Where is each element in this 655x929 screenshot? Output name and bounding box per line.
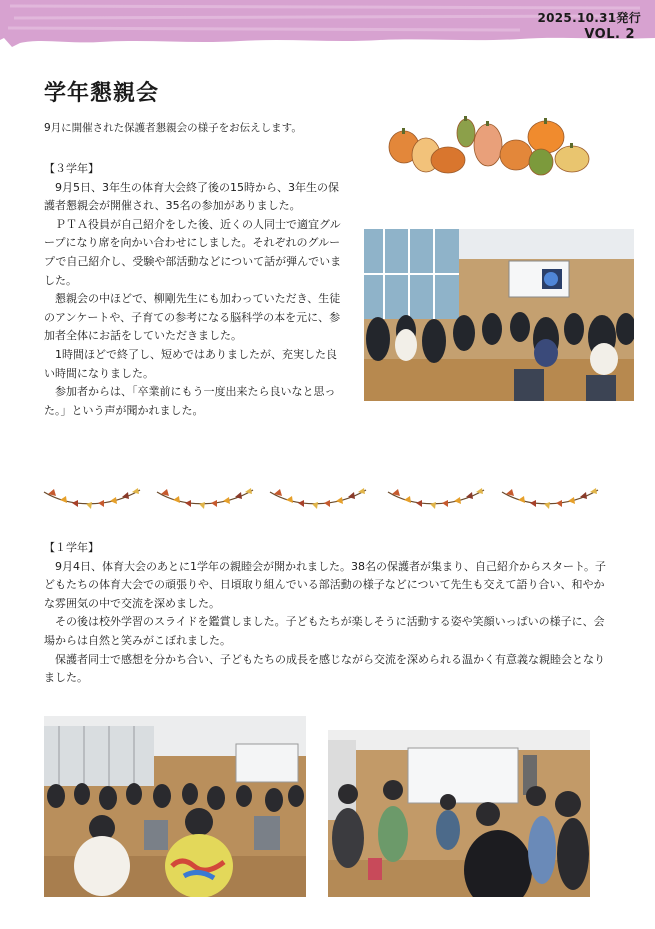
grade3-heading: 【３学年】 <box>44 162 99 175</box>
pumpkins-illustration <box>386 115 596 181</box>
grade1-section <box>44 539 614 688</box>
grade3-paragraph: ＰＴＡ役員が自己紹介をした後、近くの人同士で適宜グループになり席を向かい合わせにしました。それぞれのグループで自己紹介し、受験や部活動などについて話が弾んでいました。 <box>44 217 342 287</box>
grade3-section <box>44 160 344 420</box>
issue-date: 2025.10.31発行 <box>537 11 641 25</box>
grade3-paragraph: 懇親会の中ほどで、柳剛先生にも加わっていただき、生徒のアンケートや、子育ての参考になる脳科学の本を元に、参加者全体にお話をしていただきました。 <box>44 292 341 343</box>
grade1-heading: 【１学年】 <box>44 541 99 554</box>
grade3-meeting-photo <box>364 229 634 401</box>
page-title: 学年懇親会 <box>44 81 160 106</box>
grade1-paragraph: 9月4日、体育大会のあとに1学年の親睦会が開かれました。38名の保護者が集まり、自己紹介からスタート。子どもたちの体育大会での頑張りや、日頃取り組んでいる部活動の様子などについて先生も交えて語り合い、和やかな雰囲気の中で交流を深めました。 <box>44 559 606 610</box>
grade1-meeting-photo-right <box>328 730 590 897</box>
grade1-paragraph: その後は校外学習のスライドを鑑賞しました。子どもたちが楽しそうに活動する姿や笑顔いっぱいの様子に、会場からは自然と笑みがこぼれました。 <box>44 615 605 647</box>
autumn-leaves-garland <box>40 484 615 516</box>
lead-text: 9月に開催された保護者懇親会の様子をお伝えします。 <box>44 122 302 134</box>
grade3-paragraph: 1時間ほどで終了し、短めではありましたが、充実した良い時間になりました。 <box>44 347 337 380</box>
grade3-paragraph: 参加者からは、「卒業前にもう一度出来たら良いなと思った。」という声が聞かれました。 <box>44 385 336 417</box>
grade3-paragraph: 9月5日、3年生の体育大会終了後の15時から、3年生の保護者懇親会が開催され、35名の参加がありました。 <box>44 180 339 213</box>
grade1-paragraph: 保護者同士で感想を分かち合い、子どもたちの成長を感じながら交流を深められる温かく有意義な親睦会となりました。 <box>44 652 605 685</box>
issue-volume: VOL. 2 <box>584 27 635 42</box>
grade1-meeting-photo-left <box>44 716 306 897</box>
